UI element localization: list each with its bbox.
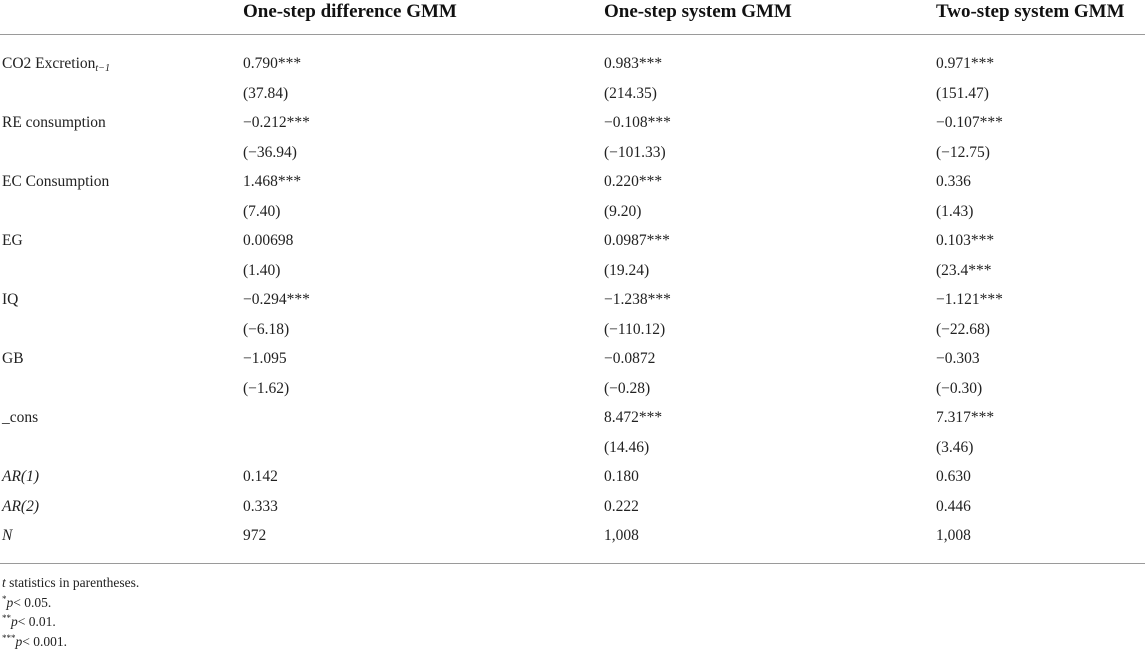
table-cell: 0.142 [243,468,278,485]
table-row [0,462,1145,492]
table-cell: 972 [243,527,267,544]
row-label: AR(2) [2,498,40,515]
table-cell: 7.317*** [936,409,995,426]
table-cell: (−110.12) [604,321,666,338]
table-cell: 0.983*** [604,55,663,72]
column-header-one-step-difference-gmm: One-step difference GMM [243,1,457,22]
table-cell: −0.303 [936,350,980,367]
table-cell: 0.222 [604,498,639,515]
table-row [0,521,1145,551]
row-label: RE consumption [2,114,106,131]
table-cell: −0.107*** [936,114,1003,131]
table-cell: (151.47) [936,85,989,102]
table-cell: (−36.94) [243,144,297,161]
table-row [0,226,1145,256]
note-significance-3: ***p< 0.001. [2,632,67,649]
table-row [0,138,1145,168]
table-row [0,167,1145,197]
table-row [0,108,1145,138]
table-cell: (−22.68) [936,321,990,338]
table-cell: −0.0872 [604,350,656,367]
table-cell: −0.212*** [243,114,310,131]
table-header-row [0,0,1145,34]
table-cell: 0.630 [936,468,971,485]
row-label: EG [2,232,23,249]
table-row [0,374,1145,404]
row-label: N [2,527,13,544]
table-cell: −1.095 [243,350,287,367]
table-cell: (−12.75) [936,144,990,161]
table-row [0,197,1145,227]
note-significance-2: **p< 0.01. [2,613,56,629]
table-cell: 0.00698 [243,232,294,249]
row-label: _cons [2,409,39,426]
table-cell: (23.4*** [936,262,992,279]
table-row [0,492,1145,522]
table-cell: 0.220*** [604,173,663,190]
table-row [0,315,1145,345]
table-cell: (−1.62) [243,380,290,397]
table-cell: (3.46) [936,439,974,456]
table-cell: 1,008 [604,527,639,544]
table-cell: (214.35) [604,85,657,102]
table-cell: 0.336 [936,173,971,190]
table-cell: (−101.33) [604,144,666,161]
table-cell: −0.108*** [604,114,671,131]
table-cell: −0.294*** [243,291,310,308]
table-cell: 0.103*** [936,232,995,249]
table-row [0,433,1145,463]
table-cell: (1.43) [936,203,974,220]
row-label: GB [2,350,24,367]
column-header-one-step-system-gmm: One-step system GMM [604,1,792,22]
table-cell: −1.121*** [936,291,1003,308]
table-row [0,285,1145,315]
table-cell: (−0.30) [936,380,983,397]
table-cell: 1,008 [936,527,971,544]
table-cell: (1.40) [243,262,281,279]
table-cell: 0.333 [243,498,278,515]
table-row [0,79,1145,109]
table-cell: 0.0987*** [604,232,670,249]
table-cell: 0.790*** [243,55,302,72]
row-label: IQ [2,291,19,308]
table-cell: (9.20) [604,203,642,220]
table-row [0,49,1145,79]
column-header-two-step-system-gmm: Two-step system GMM [936,1,1125,22]
table-cell: (37.84) [243,85,289,102]
table-cell: 8.472*** [604,409,663,426]
note-tstat: t statistics in parentheses. [2,575,140,590]
table-cell: (−6.18) [243,321,290,338]
table-cell: 1.468*** [243,173,302,190]
table-cell: (7.40) [243,203,281,220]
row-label: EC Consumption [2,173,110,190]
note-significance-1: *p< 0.05. [2,593,52,610]
table-row [0,256,1145,286]
header-rule [0,34,1145,35]
table-cell: 0.971*** [936,55,995,72]
table-cell: −1.238*** [604,291,671,308]
table-cell: 0.180 [604,468,639,485]
table-row [0,403,1145,433]
table-cell: 0.446 [936,498,971,515]
table-cell: (−0.28) [604,380,651,397]
table-cell: (19.24) [604,262,650,279]
row-label: AR(1) [2,468,40,485]
footer-rule [0,563,1145,564]
row-label: CO2 Excretion$_{t-1}$ [2,55,110,74]
table-cell: (14.46) [604,439,650,456]
table-row [0,344,1145,374]
table-notes [2,573,139,651]
